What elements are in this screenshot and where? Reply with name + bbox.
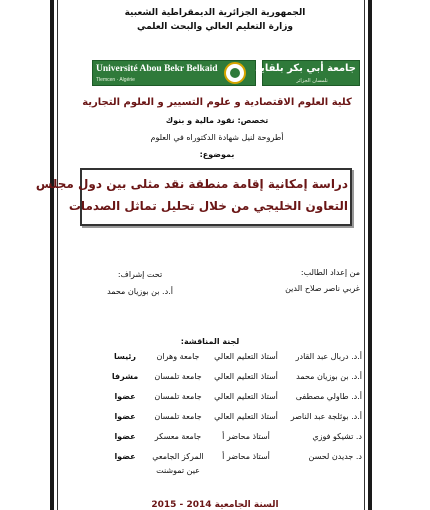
faculty-name: كلية العلوم الاقتصادية و علوم التسيير و العلوم التجارية — [82, 97, 352, 108]
student-label: من إعداد الطالب: — [300, 268, 360, 277]
thesis-type: أطروحة لنيل شهادة الدكتوراه في العلوم — [150, 133, 284, 142]
subject-label: بموضوع: — [199, 150, 235, 159]
committee-row — [80, 412, 362, 426]
committee-row — [80, 372, 362, 386]
member-university: جامعة تلمسان — [154, 412, 202, 421]
member-university: جامعة تلمسان — [154, 392, 202, 401]
member-role: مشرفا — [111, 372, 139, 381]
university-location-fr: Tlemcen · Algérie — [96, 77, 135, 83]
thesis-title-line2: التعاون الخليجي من خلال تحليل تماثل الصدمات — [68, 199, 348, 213]
specialty: تخصص: نقود مالية و بنوك — [165, 116, 269, 125]
member-name: أ.د. طاولي مصطفى — [295, 392, 362, 401]
member-role: عضوا — [114, 392, 136, 401]
member-role: عضوا — [114, 452, 136, 461]
member-university-continued: عين تموشنت — [156, 466, 200, 475]
member-rank: أستاذ التعليم العالي — [214, 392, 278, 401]
supervisor-label: تحت إشراف: — [117, 270, 163, 279]
supervisor-name: أ.د. بن بوزيان محمد — [107, 287, 173, 296]
member-rank: أستاذ محاضر أ — [222, 452, 270, 461]
member-university: جامعة معسكر — [154, 432, 202, 441]
member-name: أ.د. بوثلجة عبد الناصر — [290, 412, 362, 421]
thesis-title-line1: دراسة إمكانية إقامة منطقة نقد مثلى بين دول مجلس — [35, 177, 348, 191]
member-rank: أستاذ التعليم العالي — [214, 412, 278, 421]
member-role: رئيسا — [113, 352, 137, 361]
committee-row — [80, 452, 362, 466]
member-name: أ.د. دربال عبد القادر — [295, 352, 362, 361]
student-name: غربي ناصر صلاح الدين — [285, 284, 360, 293]
committee-row — [80, 392, 362, 406]
university-location-ar: تلمسان الجزائر — [296, 78, 328, 84]
member-rank: أستاذ محاضر أ — [222, 432, 270, 441]
committee-row — [80, 432, 362, 446]
member-role: عضوا — [114, 412, 136, 421]
university-seal-center — [230, 68, 240, 78]
member-name: د. جديدن لحسن — [308, 452, 362, 461]
committee-title: لجنة المناقشة: — [180, 337, 240, 346]
member-rank: أستاذ التعليم العالي — [214, 352, 278, 361]
academic-year: السنة الجامعية 2014 - 2015 — [151, 500, 279, 510]
committee-row-continuation — [80, 466, 362, 480]
member-name: أ.د. بن بوزيان محمد — [296, 372, 362, 381]
member-name: د. تشيكو فوزي — [312, 432, 362, 441]
republic-header: الجمهورية الجزائرية الديمقراطية الشعبية — [124, 8, 306, 18]
member-rank: أستاذ التعليم العالي — [214, 372, 278, 381]
university-name-ar: جامعة أبي بكر بلقايد — [255, 63, 356, 74]
member-university: جامعة وهران — [156, 352, 200, 361]
committee-row — [80, 352, 362, 366]
member-university: جامعة تلمسان — [154, 372, 202, 381]
university-name-fr: Université Abou Bekr Belkaid — [96, 64, 218, 74]
member-university: المركز الجامعي — [152, 452, 204, 461]
ministry-header: وزارة التعليم العالي والبحث العلمي — [136, 22, 294, 32]
member-role: عضوا — [114, 432, 136, 441]
